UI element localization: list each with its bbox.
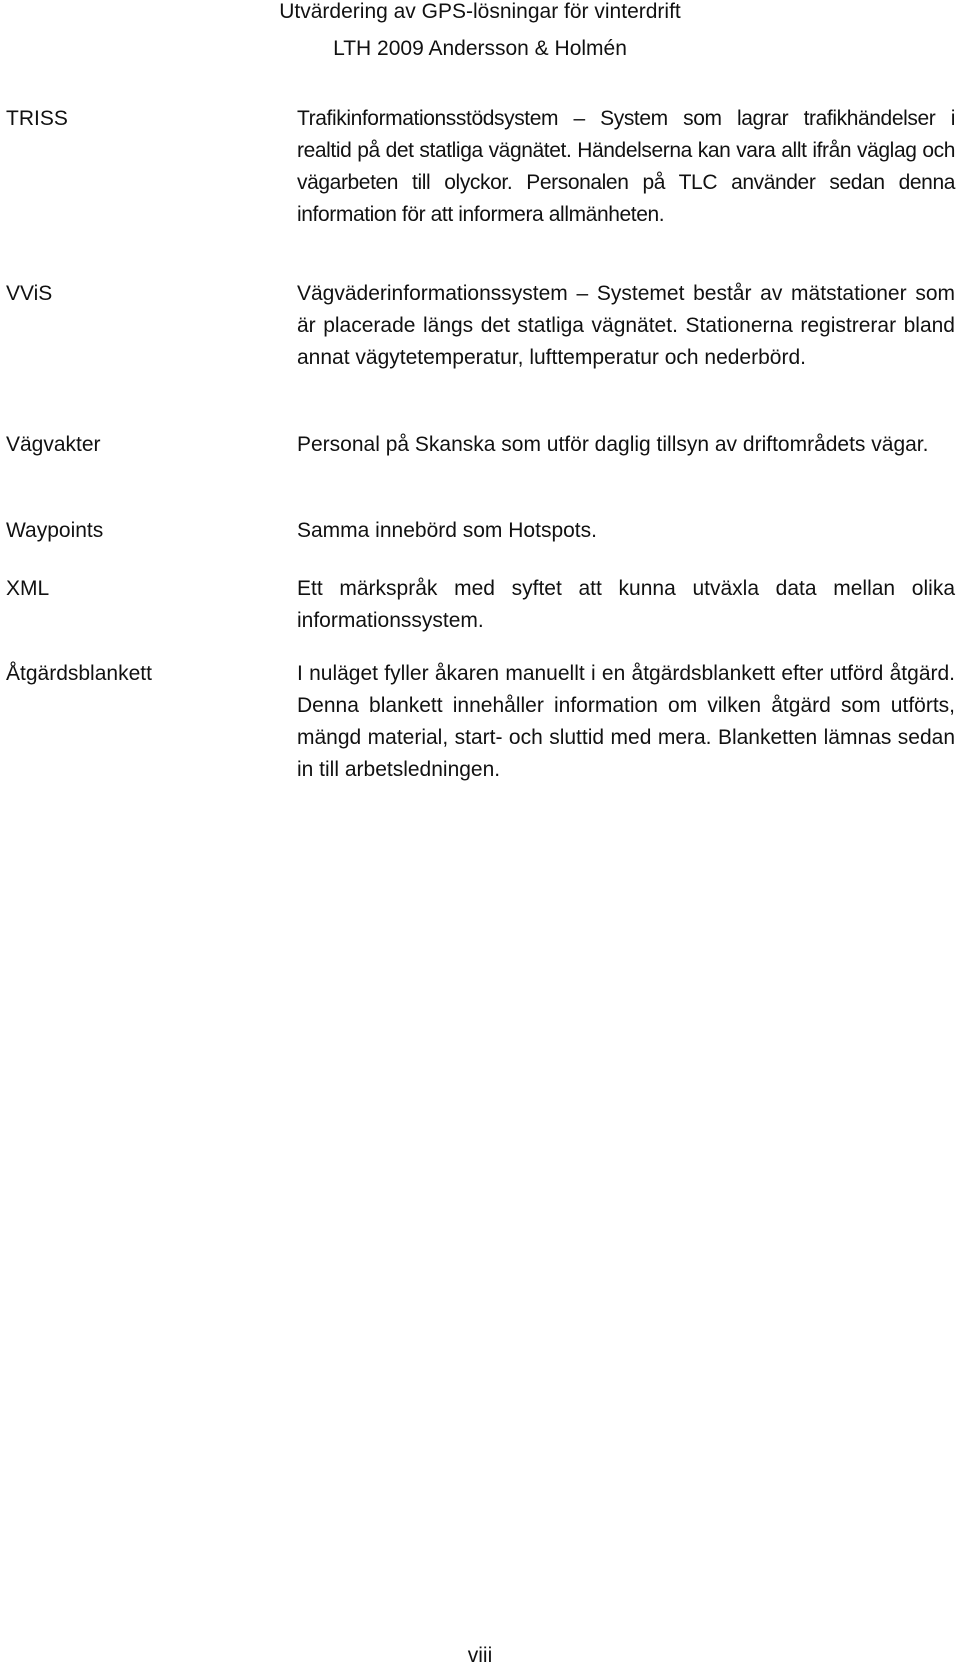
glossary-definition-xml: Ett märkspråk med syftet att kunna utväxla data mellan olika informationssystem. bbox=[297, 577, 955, 632]
glossary-definition-triss: Trafikinformationsstödsystem – System som lagrar trafikhändelser i realtid på det statliga vägnätet. Händelserna kan vara allt ifrån väglag och vägarbeten till olyckor. Personalen på TLC använder sedan denna information för att informera allmänheten. bbox=[297, 107, 955, 226]
document-title: Utvärdering av GPS-lösningar för vinterdrift bbox=[279, 0, 681, 23]
glossary-term-waypoints: Waypoints bbox=[6, 519, 104, 542]
glossary-definition-vvis: Vägväderinformationssystem – Systemet består av mätstationer som är placerade längs det statliga vägnätet. Stationerna registrerar bland annat vägytetemperatur, lufttemperatur och nederbörd. bbox=[297, 282, 955, 369]
page-number: viii bbox=[467, 1644, 493, 1667]
glossary-term-atgardsblankett: Åtgärdsblankett bbox=[6, 662, 152, 685]
document-subtitle: LTH 2009 Andersson & Holmén bbox=[333, 37, 627, 60]
glossary-definition-waypoints: Samma innebörd som Hotspots. bbox=[297, 519, 597, 542]
glossary-term-triss: TRISS bbox=[6, 107, 68, 130]
glossary-term-xml: XML bbox=[6, 577, 50, 600]
glossary-term-vagvakter: Vägvakter bbox=[6, 433, 101, 456]
glossary-definition-vagvakter: Personal på Skanska som utför daglig tillsyn av driftområdets vägar. bbox=[297, 433, 929, 456]
glossary-term-vvis: VViS bbox=[6, 282, 53, 305]
glossary-definition-atgardsblankett: I nuläget fyller åkaren manuellt i en åtgärdsblankett efter utförd åtgärd. Denna blankett innehåller information om vilken åtgärd som utförts, mängd material, start- och sluttid med mera. Blanketten lämnas sedan in till arbetsledningen. bbox=[297, 662, 955, 781]
